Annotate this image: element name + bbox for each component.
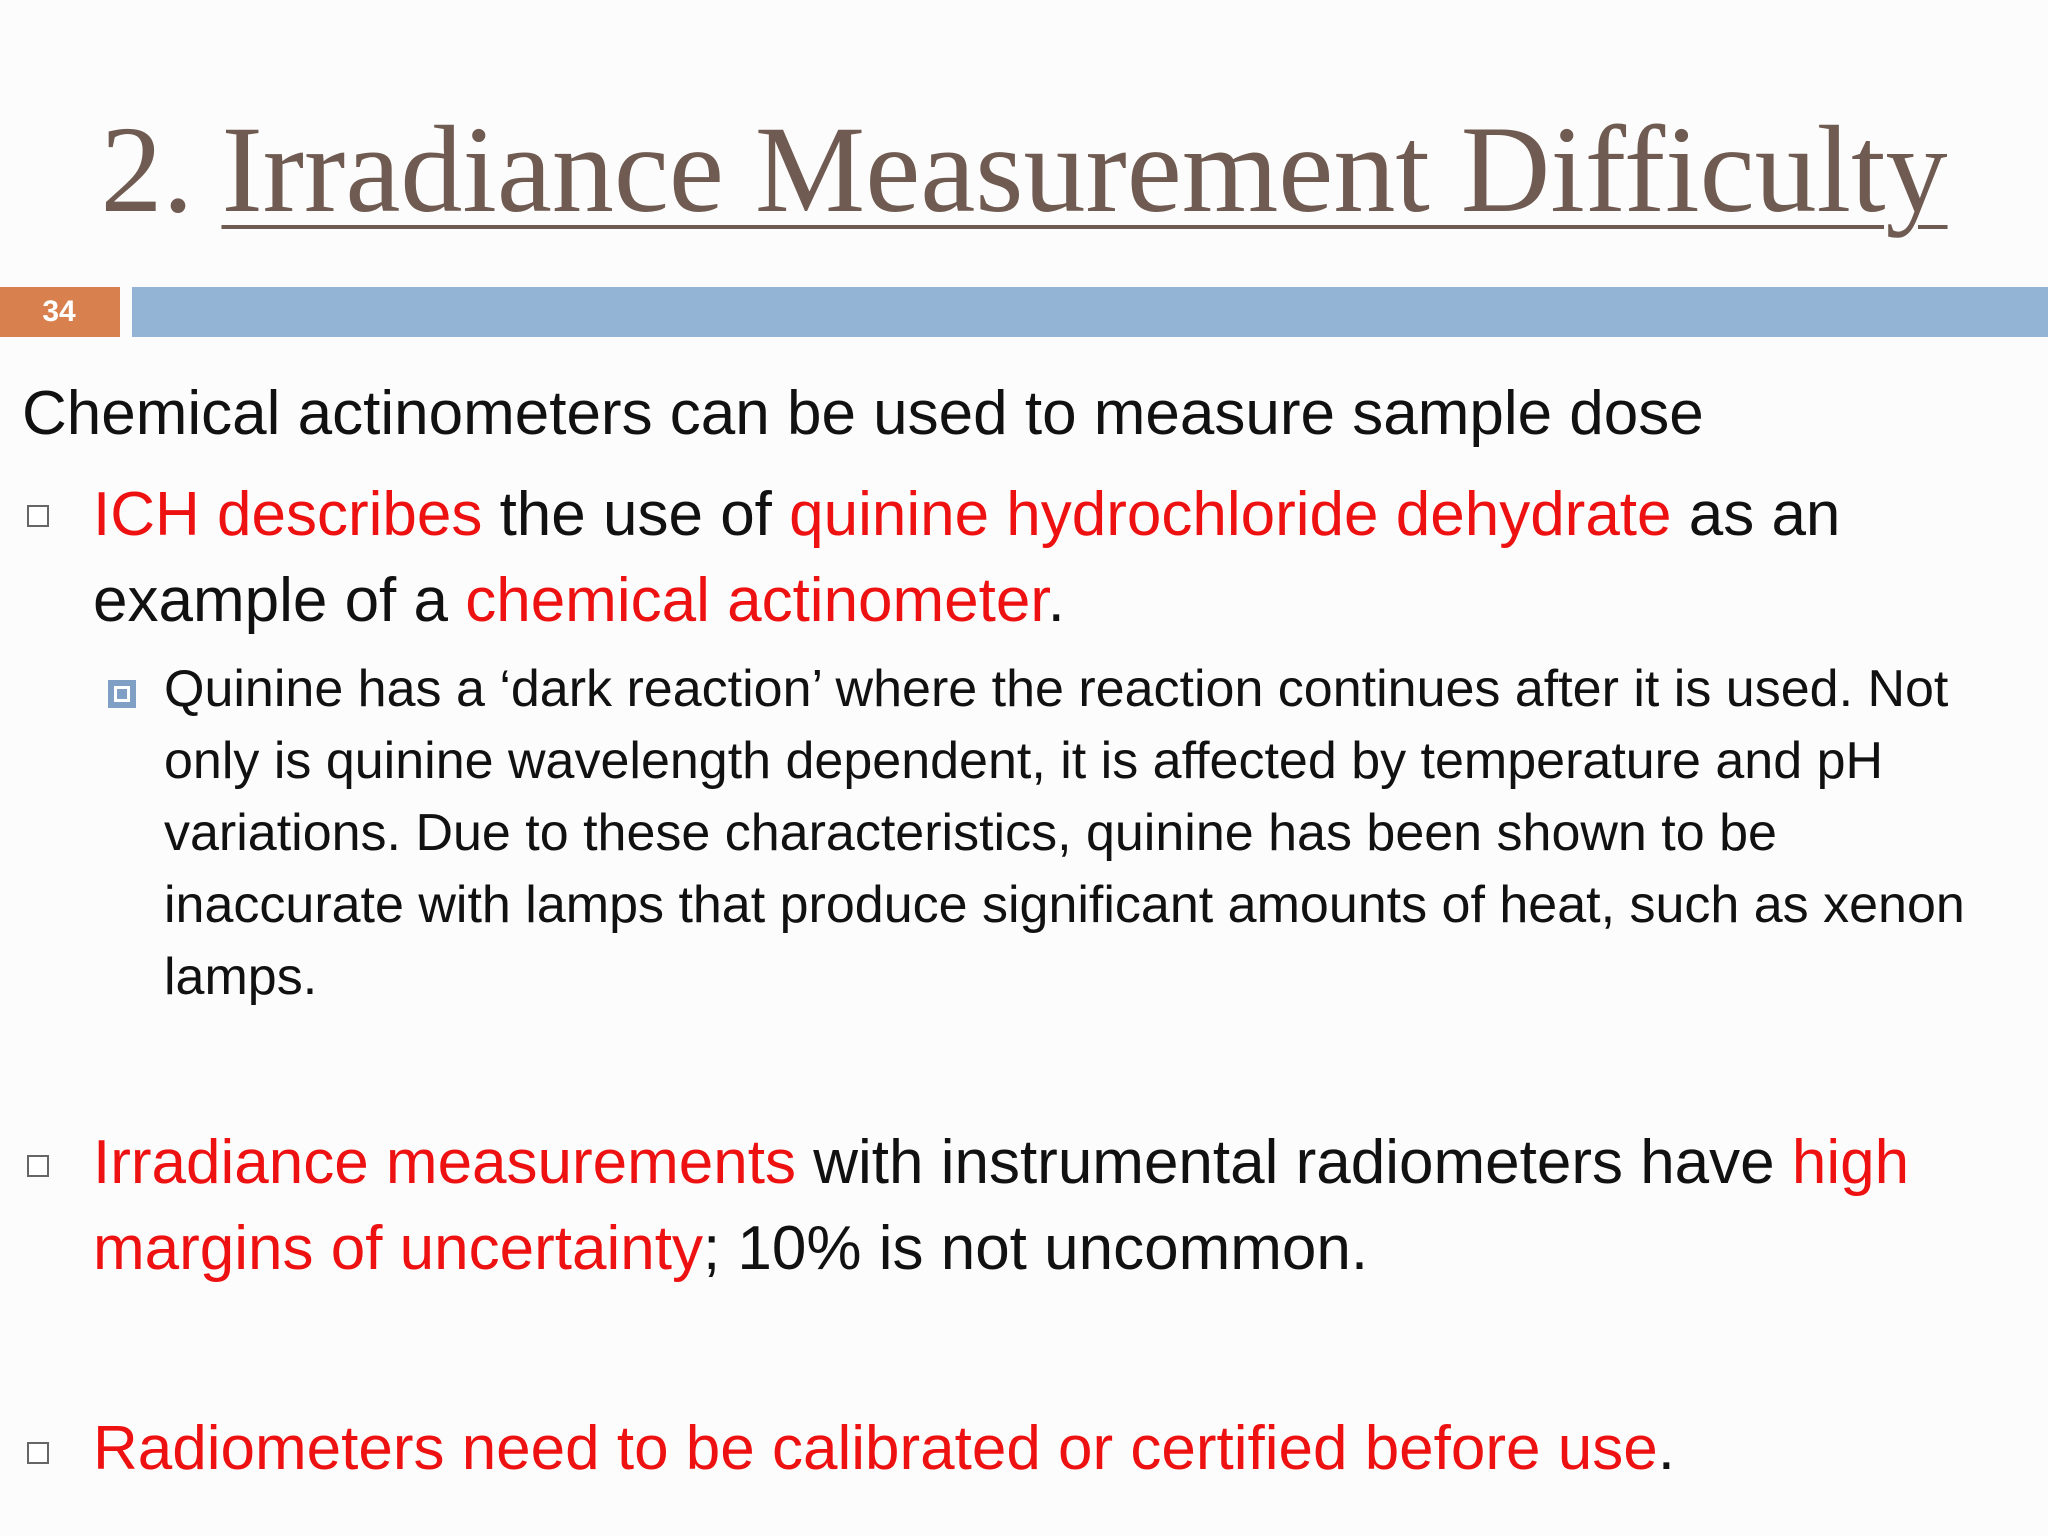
- bullet-3: [93, 1406, 2033, 1492]
- lead-text: Chemical actinometers can be used to measure sample dose: [22, 379, 1704, 448]
- bullet-2-text: ; 10% is not uncommon.: [702, 1214, 1369, 1283]
- bullet-1-text: .: [1047, 566, 1065, 635]
- bullet-2-highlight: Irradiance measurements: [93, 1128, 796, 1197]
- bullet-3-text: .: [1657, 1414, 1675, 1483]
- bullet-2-highlight: high margins of uncertainty: [93, 1128, 1910, 1283]
- bullet-2-text: with instrumental radiometers have: [795, 1128, 1792, 1197]
- square-bullet-icon: [27, 1155, 49, 1177]
- bullet-1-highlight: quinine hydrochloride dehydrate: [789, 480, 1672, 549]
- bullet-1-text: as an example of a: [93, 480, 1841, 635]
- bullet-2: [93, 1120, 2033, 1292]
- title-text: Irradiance Measurement Difficulty: [221, 101, 1948, 238]
- sub-bullet-icon: [108, 680, 136, 708]
- title-number: 2.: [100, 101, 194, 238]
- bullet-1-highlight: ICH describes: [93, 480, 483, 549]
- sub-bullet-text: Quinine has a ‘dark reaction’ where the reaction continues after it is used. Not only is quinine wavelength dependent, it is affected by temperature and pH variations. Due to these characteristics, quinine has been shown to be inaccurate with lamps that produce significant amounts of heat, such as xenon lamps.: [164, 660, 1965, 1006]
- square-bullet-icon: [27, 1442, 49, 1464]
- slide-number-badge: 34: [0, 287, 120, 337]
- bullet-3-highlight: Radiometers need to be calibrated or certified before use: [93, 1414, 1658, 1483]
- header-rule-bar: [132, 287, 2048, 337]
- bullet-1: [93, 472, 2033, 644]
- bullet-1-highlight: chemical actinometer: [465, 566, 1048, 635]
- square-bullet-icon: [27, 505, 49, 527]
- slide-title: [0, 100, 2048, 240]
- bullet-1-text: the use of: [482, 480, 790, 549]
